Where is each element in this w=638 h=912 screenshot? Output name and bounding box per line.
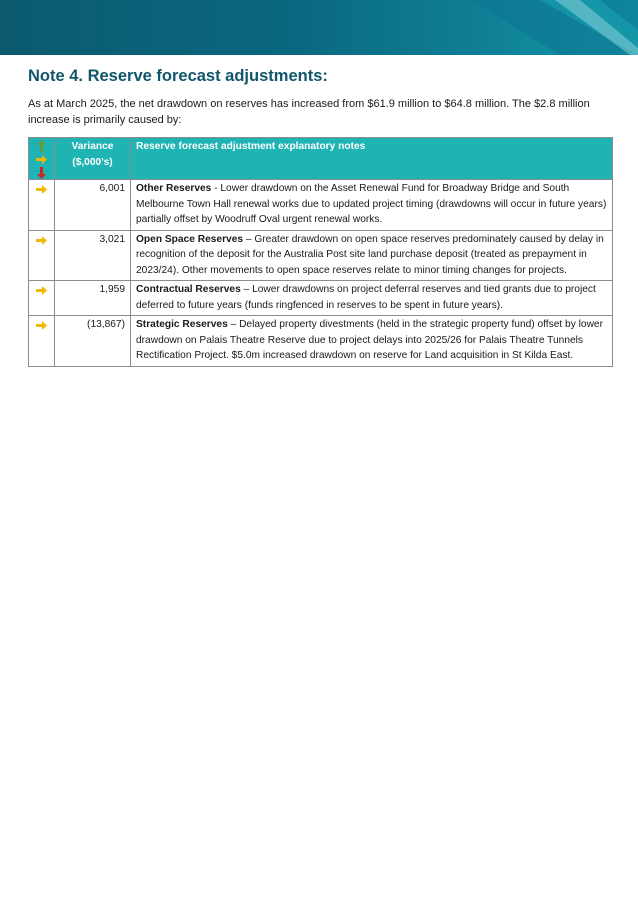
arrow-right-icon	[36, 236, 47, 245]
reserve-name: Other Reserves	[136, 183, 212, 194]
arrow-right-icon	[36, 321, 47, 330]
page-title: Note 4. Reserve forecast adjustments:	[28, 67, 328, 85]
row-indicator-cell	[29, 316, 55, 367]
row-indicator-cell	[29, 180, 55, 231]
banner-decoration	[0, 0, 638, 55]
explanatory-note	[131, 281, 613, 316]
explanatory-note	[131, 316, 613, 367]
variance-value: (13,867)	[55, 316, 131, 367]
variance-column-header: Variance ($,000’s)	[55, 138, 131, 180]
variance-value: 6,001	[55, 180, 131, 231]
arrow-right-icon	[36, 286, 47, 295]
table-row	[29, 316, 613, 367]
row-indicator-cell	[29, 281, 55, 316]
reserve-name: Strategic Reserves	[136, 319, 228, 330]
arrow-right-icon	[36, 155, 47, 164]
notes-column-header: Reserve forecast adjustment explanatory notes	[131, 138, 613, 180]
table-row	[29, 281, 613, 316]
legend-icons-header	[29, 138, 55, 180]
variance-value: 3,021	[55, 230, 131, 281]
reserve-adjustments-table	[28, 137, 613, 367]
reserve-name: Contractual Reserves	[136, 284, 241, 295]
arrow-up-icon	[37, 140, 46, 152]
explanatory-note	[131, 180, 613, 231]
table-row	[29, 230, 613, 281]
explanatory-note	[131, 230, 613, 281]
variance-value: 1,959	[55, 281, 131, 316]
note-text: – Greater drawdown on open space reserves predominately caused by delay in recognition of the deposit for the Australia Post site land purchase deposit (treated as prepayment in 2023/24). Other movements to open space reserves relate to minor timing changes for projects.	[136, 233, 604, 276]
table-row	[29, 180, 613, 231]
note-text: - Lower drawdown on the Asset Renewal Fund for Broadway Bridge and South Melbourne Town Hall renewal works due to updated project timing (drawdowns will occur in future years) partially offset by Woodruff Oval urgent renewal works.	[136, 183, 607, 225]
intro-paragraph: As at March 2025, the net drawdown on reserves has increased from $61.9 million to $64.8 million. The $2.8 million increase is primarily caused by:	[28, 98, 590, 126]
note-text: – Delayed property divestments (held in the strategic property fund) offset by lower drawdown on Palais Theatre Reserve due to project delays into 2025/26 for Palais Theatre Tunnels Rectification Project. $5.0m increased drawdown on reserve for Land acquisition in St Kilda East.	[136, 319, 603, 361]
arrow-right-icon	[36, 185, 47, 194]
table-header-row	[29, 138, 613, 180]
arrow-down-icon	[37, 167, 46, 179]
row-indicator-cell	[29, 230, 55, 281]
header-banner	[0, 0, 638, 55]
reserve-name: Open Space Reserves	[136, 233, 244, 245]
note-text: – Lower drawdowns on project deferral reserves and tied grants due to project deferred to future years (funds ringfenced in reserves to be spent in future years).	[136, 284, 596, 311]
